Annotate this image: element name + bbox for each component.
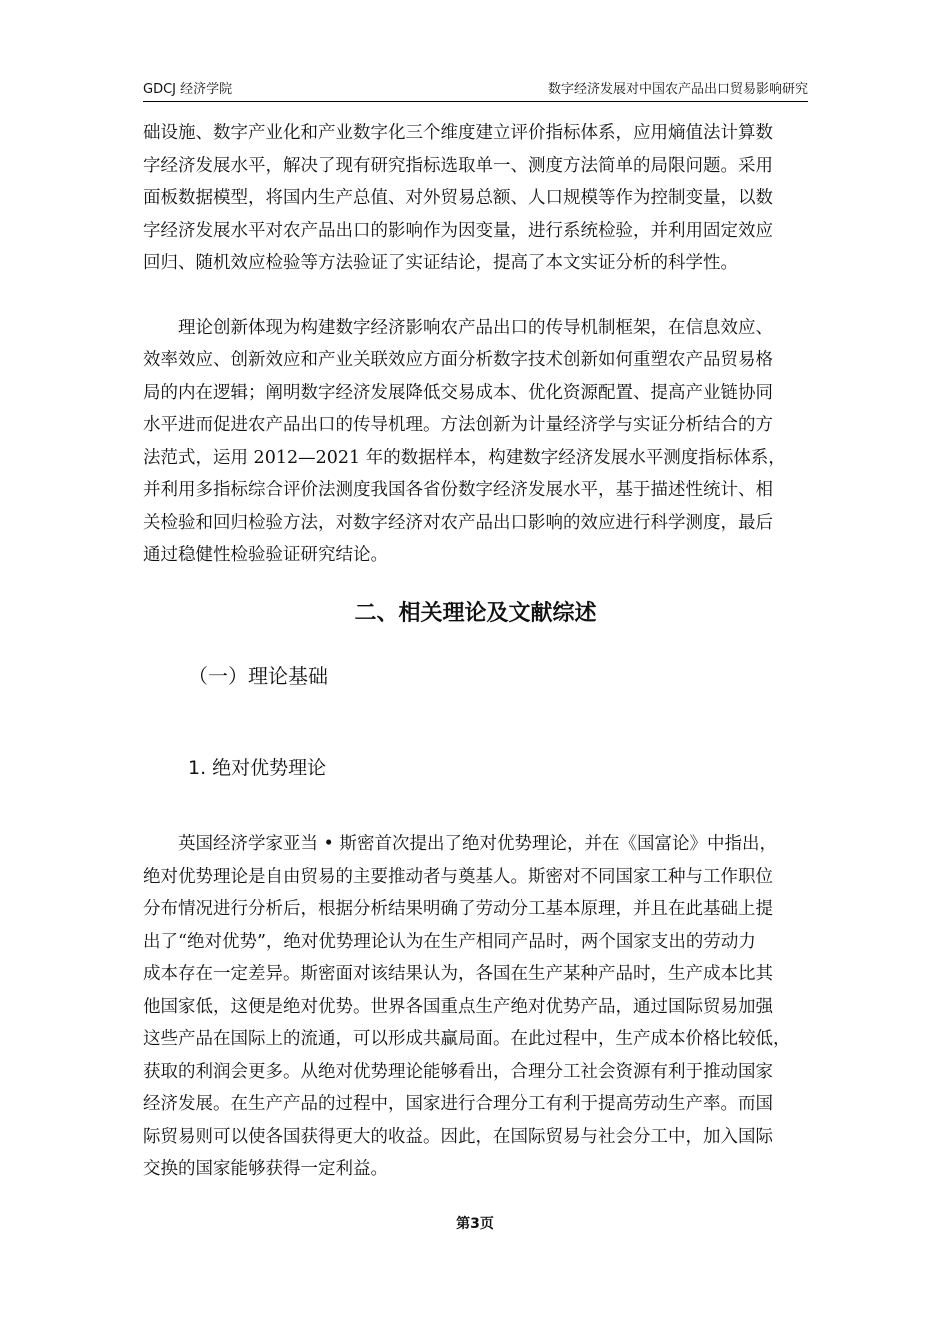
- text-line: 分布情况进行分析后，根据分析结果明确了劳动分工基本原理，并且在此基础上提: [143, 899, 773, 919]
- text-line: 成本存在一定差异。斯密面对该结果认为，各国在生产某种产品时，生产成本比其: [143, 964, 773, 984]
- text-line: 并利用多指标综合评价法测度我国各省份数字经济发展水平，基于描述性统计、相: [143, 480, 773, 500]
- text-line: 通过稳健性检验验证研究结论。: [143, 545, 388, 565]
- page-header: [143, 78, 808, 98]
- text-line: 水平进而促进农产品出口的传导机理。方法创新为计量经济学与实证分析结合的方: [143, 415, 773, 435]
- text-line: 字经济发展水平对农产品出口的影响作为因变量，进行系统检验，并利用固定效应: [143, 220, 773, 241]
- section-heading: 二、相关理论及文献综述: [354, 601, 597, 626]
- text-line: 这些产品在国际上的流通，可以形成共赢局面。在此过程中，生产成本价格比较低，: [143, 1029, 791, 1049]
- text-line: 局的内在逻辑；阐明数字经济发展降低交易成本、优化资源配置、提高产业链协同: [143, 382, 773, 403]
- text-line: 关检验和回归检验方法，对数字经济对农产品出口影响的效应进行科学测度，最后: [143, 512, 773, 533]
- text-line: 础设施、数字产业化和产业数字化三个维度建立评价指标体系，应用熵值法计算数: [143, 123, 773, 143]
- header-institution: GDCJ 经济学院: [143, 82, 233, 97]
- header-rule: [143, 101, 808, 102]
- text-line: 经济发展。在生产产品的过程中，国家进行合理分工有利于提高劳动生产率。而国: [143, 1094, 773, 1114]
- text-line: 交换的国家能够获得一定利益。: [143, 1159, 388, 1179]
- text-line: 回归、随机效应检验等方法验证了实证结论，提高了本文实证分析的科学性。: [143, 253, 738, 273]
- paragraph-innovation: [143, 312, 808, 572]
- text-line: 际贸易则可以使各国获得更大的收益。因此，在国际贸易与社会分工中，加入国际: [143, 1126, 773, 1147]
- text-line: 获取的利润会更多。从绝对优势理论能够看出，合理分工社会资源有利于推动国家: [143, 1061, 773, 1082]
- subsection-heading: （一）理论基础: [188, 664, 328, 688]
- body-text-top: [143, 117, 808, 572]
- text-line: 绝对优势理论是自由贸易的主要推动者与奠基人。斯密对不同国家工种与工作职位: [143, 866, 773, 887]
- page-number: 第3页: [456, 1216, 494, 1232]
- text-line: 出了“绝对优势”，绝对优势理论认为在生产相同产品时，两个国家支出的劳动力: [143, 931, 756, 952]
- paragraph-absolute-advantage: [143, 828, 808, 1186]
- text-line: 英国经济学家亚当 • 斯密首次提出了绝对优势理论，并在《国富论》中指出，: [178, 834, 777, 854]
- body-text-bottom: [143, 828, 808, 1186]
- paragraph-gap: [143, 280, 808, 312]
- text-line: 法范式，运用 2012—2021 年的数据样本，构建数字经济发展水平测度指标体系，: [143, 447, 786, 468]
- subsubsection-heading: 1. 绝对优势理论: [188, 757, 327, 779]
- paragraph-research-method: [143, 117, 808, 280]
- text-line: 字经济发展水平，解决了现有研究指标选取单一、测度方法简单的局限问题。采用: [143, 155, 773, 176]
- text-line: 理论创新体现为构建数字经济影响农产品出口的传导机制框架，在信息效应、: [178, 317, 773, 338]
- text-line: 他国家低，这便是绝对优势。世界各国重点生产绝对优势产品，通过国际贸易加强: [143, 996, 773, 1017]
- text-line: 面板数据模型，将国内生产总值、对外贸易总额、人口规模等作为控制变量，以数: [143, 188, 773, 208]
- text-line: 效率效应、创新效应和产业关联效应方面分析数字技术创新如何重塑农产品贸易格: [143, 350, 773, 370]
- header-paper-title: 数字经济发展对中国农产品出口贸易影响研究: [547, 82, 808, 97]
